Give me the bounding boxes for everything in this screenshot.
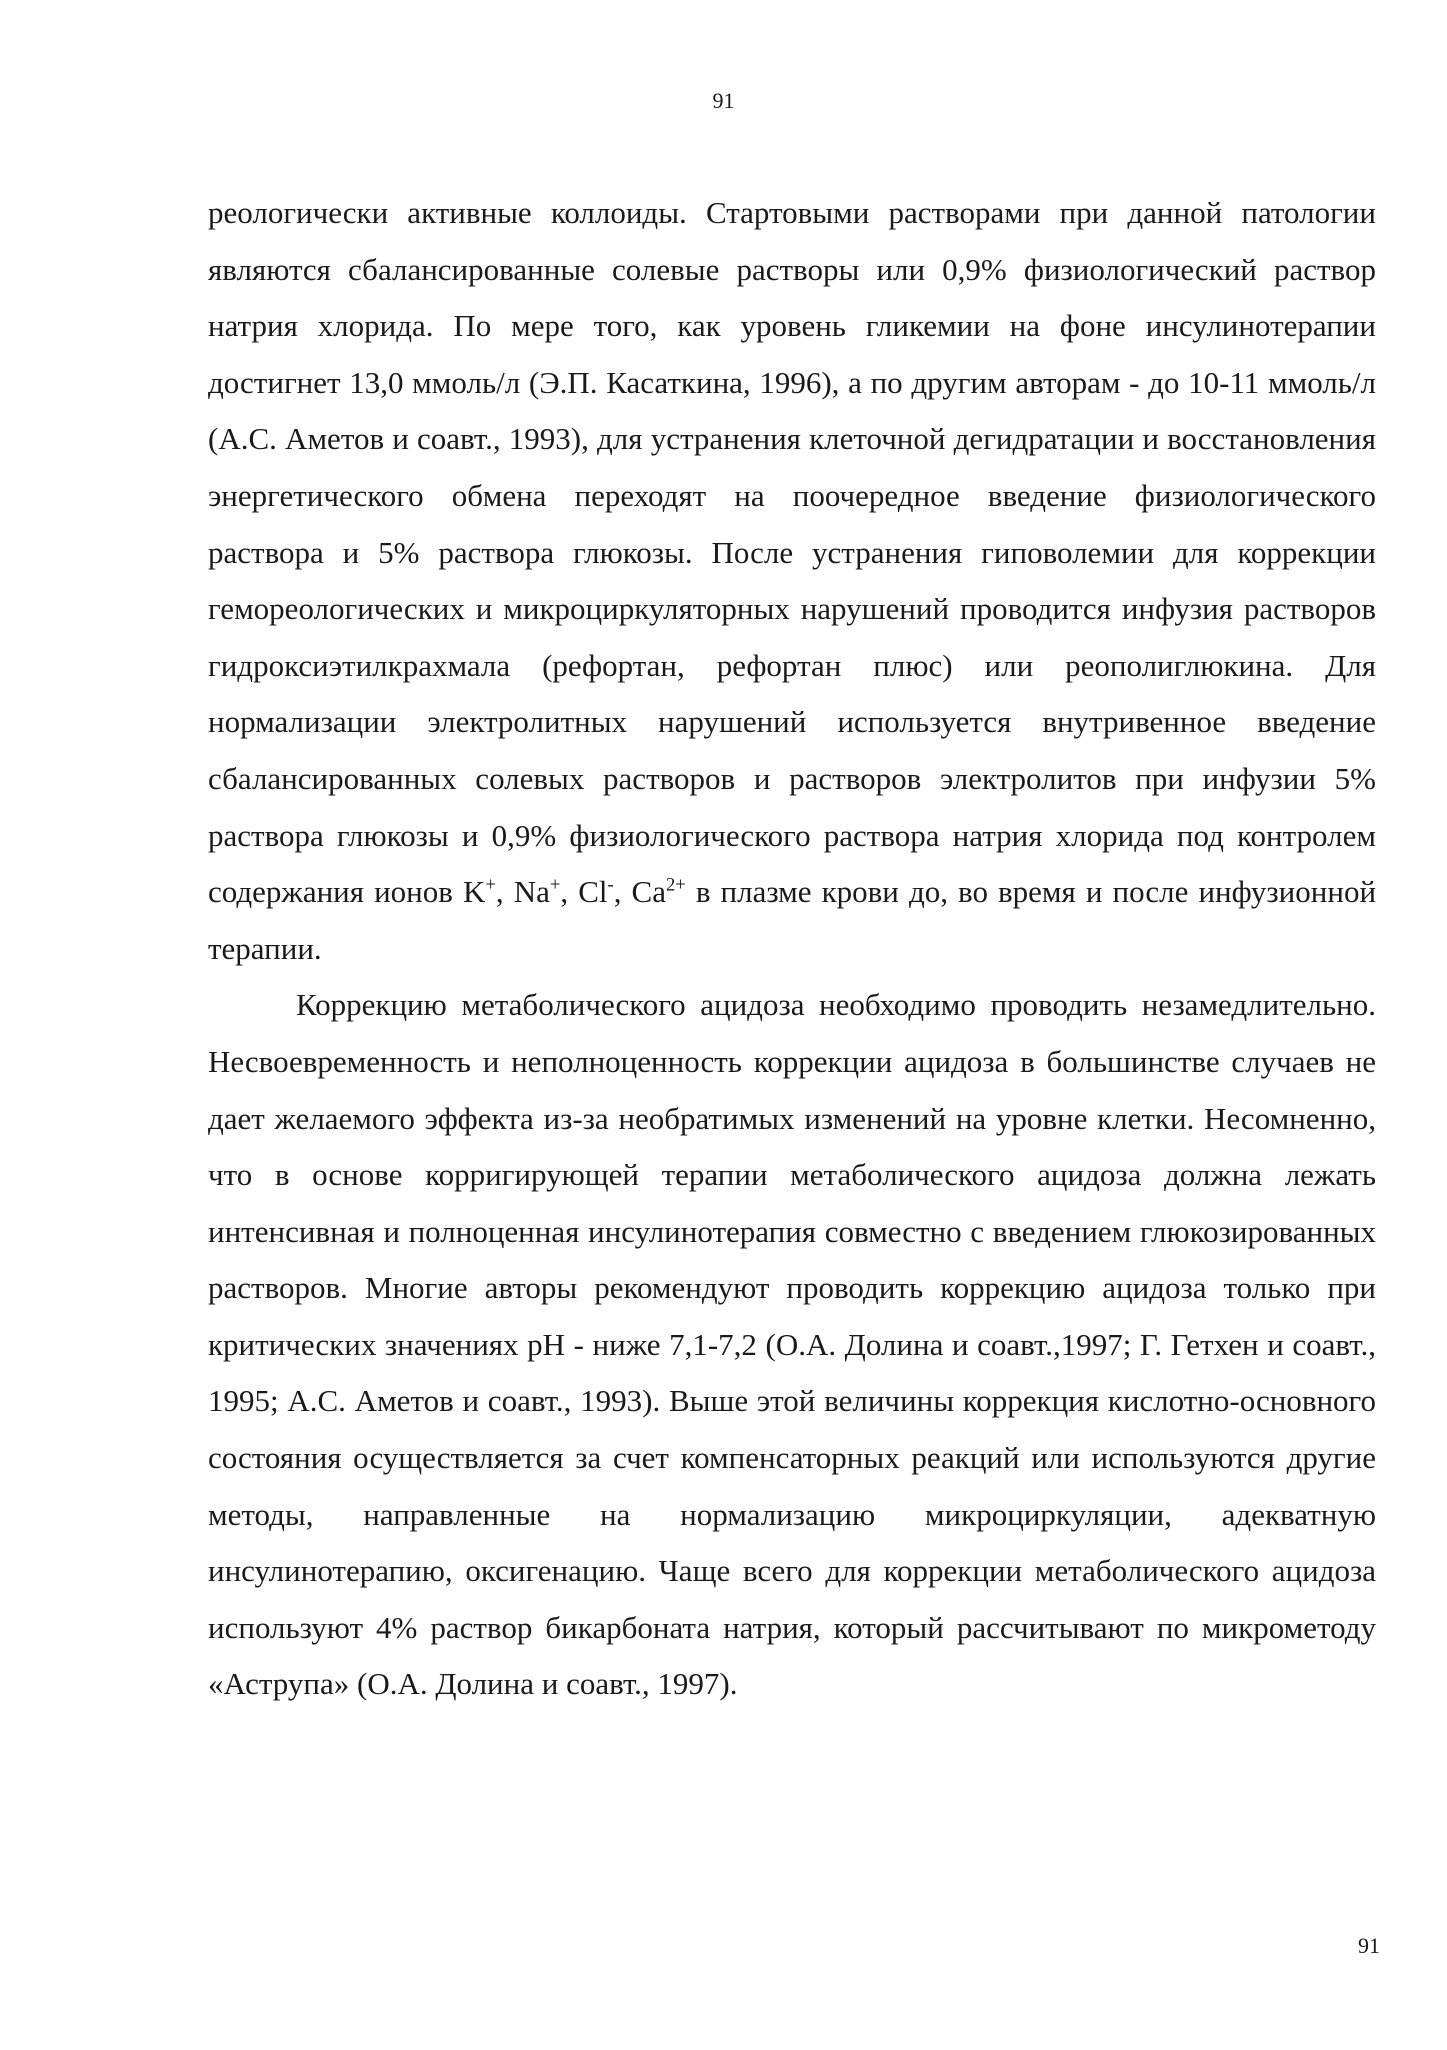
ion-separator: , bbox=[613, 874, 632, 910]
ion-calcium: Ca bbox=[631, 874, 666, 910]
paragraph-2-text: Коррекцию метаболического ацидоза необходимо проводить незамедлительно. Несвоевременность и неполноценность коррекции ацидоза в большинстве случаев не дает желаемого эффекта из-за необратимых изменений на уровне клетки. Несомненно, что в основе корригирующей терапии метаболического ацидоза должна лежать интенсивная и полноценная инсулинотерапия совместно с введением глюкозированных растворов. Многие авторы рекомендуют проводить коррекцию ацидоза только при критических значениях pH - ниже 7,1-7,2 (О.А. Долина и соавт.,1997; Г. Гетхен и соавт., 1995; А.С. Аметов и соавт., 1993). Выше этой величины коррекция кислотно-основного состояния осуществляется за счет компенсаторных реакций или используются другие методы, направленные на нормализацию микроциркуляции, адекватную инсулинотерапию, оксигенацию. Чаще всего для коррекции метаболического ацидоза используют 4% раствор бикарбоната натрия, который рассчитывают по микрометоду «Аструпа» (О.А. Долина и соавт., 1997). bbox=[208, 987, 1376, 1702]
body-text bbox=[208, 185, 1376, 1713]
ion-sodium-charge: + bbox=[549, 874, 561, 896]
ion-separator: , bbox=[560, 874, 579, 910]
paragraph-2 bbox=[208, 977, 1376, 1713]
page-number-bottom: 91 bbox=[1358, 1933, 1380, 1958]
paragraph-1 bbox=[208, 185, 1376, 977]
ion-chloride: Cl bbox=[578, 874, 608, 910]
paragraph-1-ending: в плазме крови до, во время и после инфузионной терапии. bbox=[208, 874, 1377, 966]
ion-separator: , bbox=[495, 874, 514, 910]
page-number-top: 91 bbox=[712, 88, 735, 113]
ion-chloride-charge: - bbox=[607, 874, 614, 896]
paragraph-1-text: реологически активные коллоиды. Стартовыми растворами при данной патологии являются сбалансированные солевые растворы или 0,9% физиологический раствор натрия хлорида. По мере того, как уровень гликемии на фоне инсулинотерапии достигнет 13,0 ммоль/л (Э.П. Касаткина, 1996), а по другим авторам - до 10-11 ммоль/л (А.С. Аметов и соавт., 1993), для устранения клеточной дегидратации и восстановления энергетического обмена переходят на поочередное введение физиологического раствора и 5% раствора глюкозы. После устранения гиповолемии для коррекции гемореологических и микроциркуляторных нарушений проводится инфузия растворов гидроксиэтилкрахмала (рефортан, рефортан плюс) или реополиглюкина. Для нормализации электролитных нарушений используется внутривенное введение сбалансированных солевых растворов и растворов электролитов при инфузии 5% раствора глюкозы и 0,9% физиологического раствора натрия хлорида под контролем содержания ионов bbox=[208, 195, 1376, 910]
ion-sodium: Na bbox=[513, 874, 550, 910]
ion-potassium: K bbox=[462, 874, 486, 910]
ion-calcium-charge: 2+ bbox=[665, 874, 686, 896]
ion-potassium-charge: + bbox=[485, 874, 496, 896]
